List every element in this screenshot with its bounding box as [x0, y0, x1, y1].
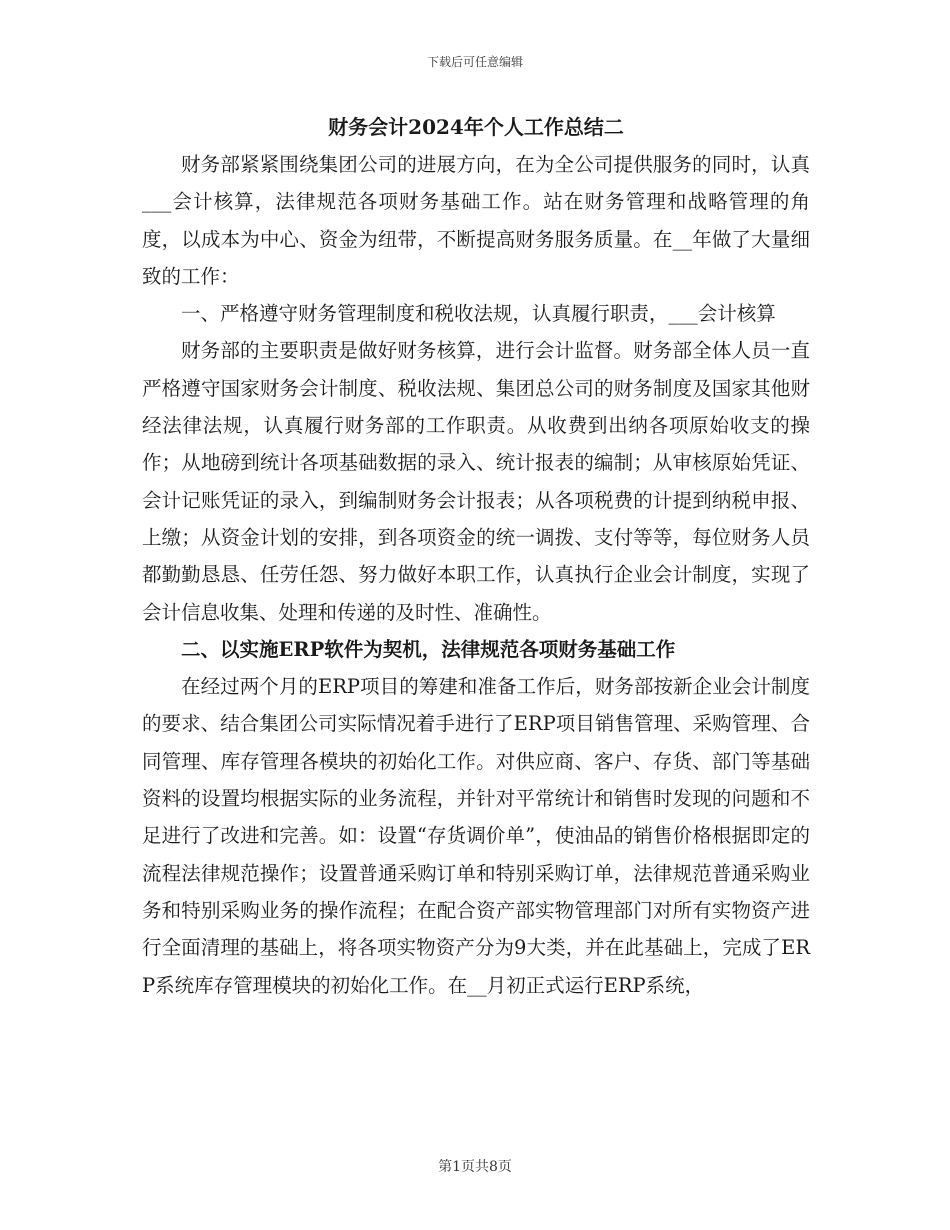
section-heading-1: 一、严格遵守财务管理制度和税收法规，认真履行职责，___会计核算: [181, 302, 776, 326]
header-note: 下载后可任意编辑: [426, 55, 523, 69]
section-heading-2: 二、以实施ERP软件为契机，法律规范各项财务基础工作: [181, 637, 676, 661]
document-body: [142, 112, 810, 1004]
page-number: 第1页共8页: [438, 1159, 512, 1175]
paragraph-section-1: 财务部的主要职责是做好财务核算，进行会计监督。财务部全体人员一直严格遵守国家财务会计制度、税收法规、集团总公司的财务制度及国家其他财经法律法规，认真履行财务部的工作职责。从收费到出纳各项原始收支的操作；从地磅到统计各项基础数据的录入、统计报表的编制；从审核原始凭证、会计记账凭证的录入，到编制财务会计报表；从各项税费的计提到纳税申报、上缴；从资金计划的安排，到各项资金的统一调拨、支付等等，每位财务人员都勤勤恳恳、任劳任怨、努力做好本职工作，认真执行企业会计制度，实现了会计信息收集、处理和传递的及时性、准确性。: [142, 339, 810, 624]
paragraph-section-2: 在经过两个月的ERP项目的筹建和准备工作后，财务部按新企业会计制度的要求、结合集团公司实际情况着手进行了ERP项目销售管理、采购管理、合同管理、库存管理各模块的初始化工作。对供应商、客户、存货、部门等基础资料的设置均根据实际的业务流程，并针对平常统计和销售时发现的问题和不足进行了改进和完善。如：设置“存货调价单”，使油品的销售价格根据即定的流程法律规范操作；设置普通采购订单和特别采购订单，法律规范普通采购业务和特别采购业务的操作流程；在配合资产部实物管理部门对所有实物资产进行全面清理的基础上，将各项实物资产分为9大类，并在此基础上，完成了ERP系统库存管理模块的初始化工作。在__月初正式运行ERP系统，: [142, 675, 810, 997]
paragraph-intro: 财务部紧紧围绕集团公司的进展方向，在为全公司提供服务的同时，认真___会计核算，法律规范各项财务基础工作。站在财务管理和战略管理的角度，以成本为中心、资金为纽带，不断提高财务服务质量。在__年做了大量细致的工作：: [142, 153, 810, 288]
document-title: 财务会计2024年个人工作总结二: [328, 115, 624, 139]
